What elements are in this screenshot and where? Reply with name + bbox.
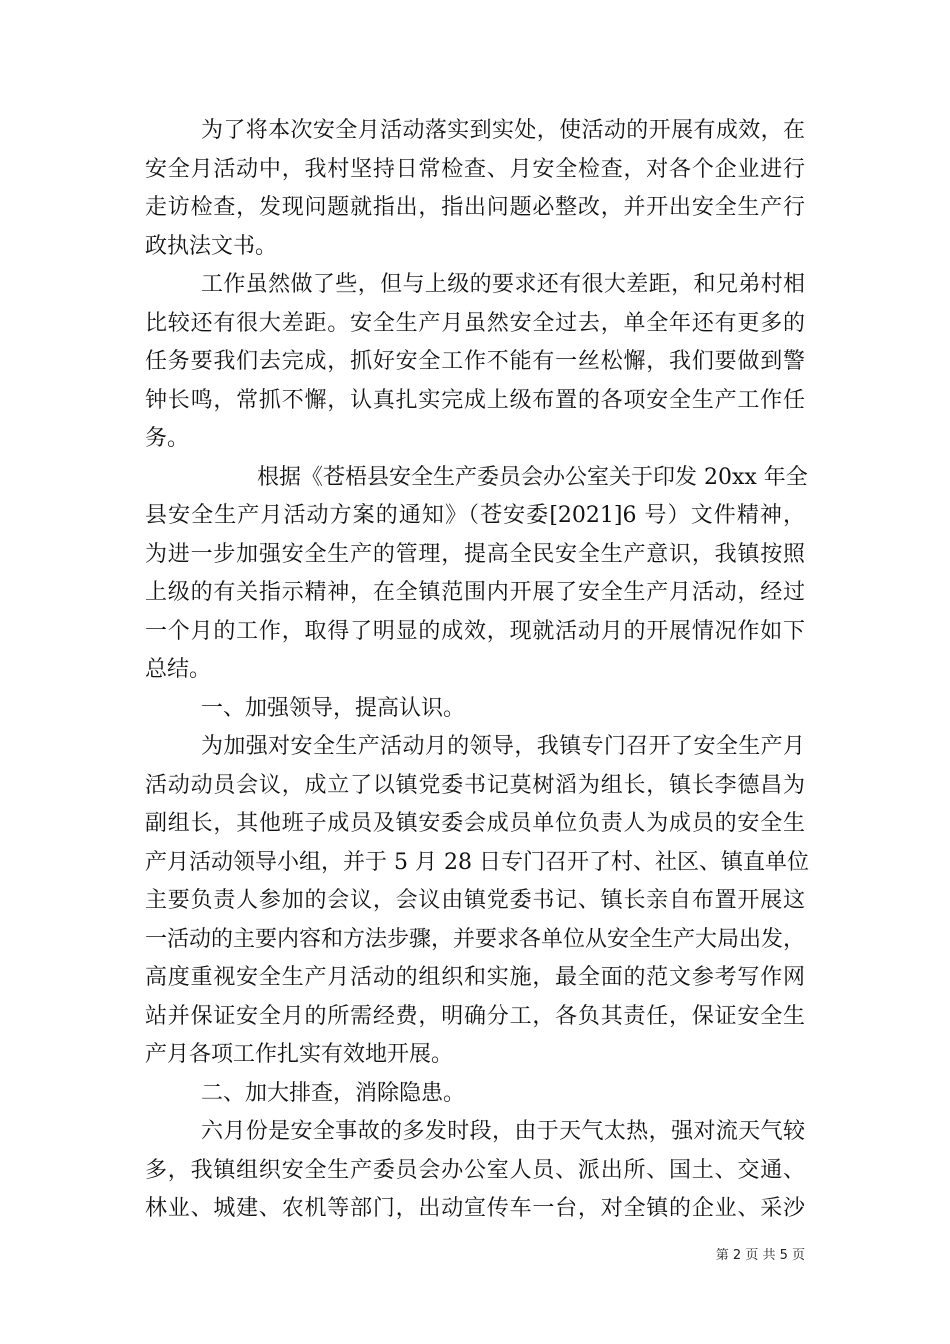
- text-line: 六月份是安全事故的多发时段，由于天气太热，强对流天气较: [201, 1119, 805, 1144]
- text-line: 一、加强领导，提高认识。: [201, 695, 466, 721]
- text-line: 总结。: [145, 657, 212, 682]
- paragraph: [145, 690, 805, 729]
- text-line: 钟长鸣，常抓不懈，认真扎实完成上级布置的各项安全生产工作任: [145, 387, 805, 413]
- text-line: 活动动员会议，成立了以镇党委书记莫树滔为组长，镇长李德昌为: [145, 772, 805, 798]
- text-line: 站并保证安全月的所需经费，明确分工，各负其责任，保证安全生: [145, 1003, 805, 1029]
- text-line: 为进一步加强安全生产的管理，提高全民安全生产意识，我镇按照: [145, 541, 805, 567]
- text-line: 高度重视安全生产月活动的组织和实施，最全面的范文参考写作网: [145, 965, 805, 990]
- paragraph: [145, 266, 805, 459]
- paragraph: [145, 112, 805, 266]
- text-line: 为加强对安全生产活动月的领导，我镇专门召开了安全生产月: [201, 734, 805, 759]
- paragraph: [145, 1075, 805, 1114]
- paragraph: [145, 728, 809, 1075]
- document-body: [145, 112, 809, 1229]
- text-line: 二、加大排查，消除隐患。: [201, 1080, 466, 1106]
- text-line: 根据《苍梧县安全生产委员会办公室关于印发 20xx 年全: [257, 464, 808, 490]
- text-line: 一个月的工作，取得了明显的成效，现就活动月的开展情况作如下: [145, 618, 805, 644]
- text-line: 一活动的主要内容和方法步骤，并要求各单位从安全生产大局出发，: [145, 926, 806, 952]
- text-line: 产月各项工作扎实有效地开展。: [145, 1042, 454, 1067]
- text-line: 工作虽然做了些，但与上级的要求还有很大差距，和兄弟村相: [201, 272, 805, 297]
- paragraph: [145, 1113, 805, 1229]
- text-line: 安全月活动中，我村坚持日常检查、月安全检查，对各个企业进行: [145, 156, 805, 182]
- text-line: 林业、城建、农机等部门，出动宣传车一台，对全镇的企业、采沙: [145, 1196, 805, 1221]
- paragraph: [145, 459, 808, 690]
- text-line: 县安全生产月活动方案的通知》（苍安委[2021]6 号）文件精神，: [145, 503, 805, 528]
- text-line: 走访检查，发现问题就指出，指出问题必整改，并开出安全生产行: [145, 195, 805, 220]
- text-line: 政执法文书。: [145, 233, 278, 259]
- text-line: 务。: [145, 426, 190, 451]
- text-line: 主要负责人参加的会议，会议由镇党委书记、镇长亲自布置开展这: [145, 888, 805, 913]
- text-line: 产月活动领导小组，并于 5 月 28 日专门召开了村、社区、镇直单位: [145, 849, 809, 875]
- text-line: 比较还有很大差距。安全生产月虽然安全过去，单全年还有更多的: [145, 310, 805, 336]
- text-line: 上级的有关指示精神，在全镇范围内开展了安全生产月活动，经过: [145, 580, 805, 605]
- text-line: 任务要我们去完成，抓好安全工作不能有一丝松懈，我们要做到警: [145, 349, 805, 374]
- text-line: 多，我镇组织安全生产委员会办公室人员、派出所、国土、交通、: [145, 1157, 805, 1183]
- text-line: 为了将本次安全月活动落实到实处，使活动的开展有成效，在: [201, 118, 805, 143]
- text-line: 副组长，其他班子成员及镇安委会成员单位负责人为成员的安全生: [145, 811, 805, 836]
- page-number-footer: 第 2 页 共 5 页: [715, 1248, 805, 1263]
